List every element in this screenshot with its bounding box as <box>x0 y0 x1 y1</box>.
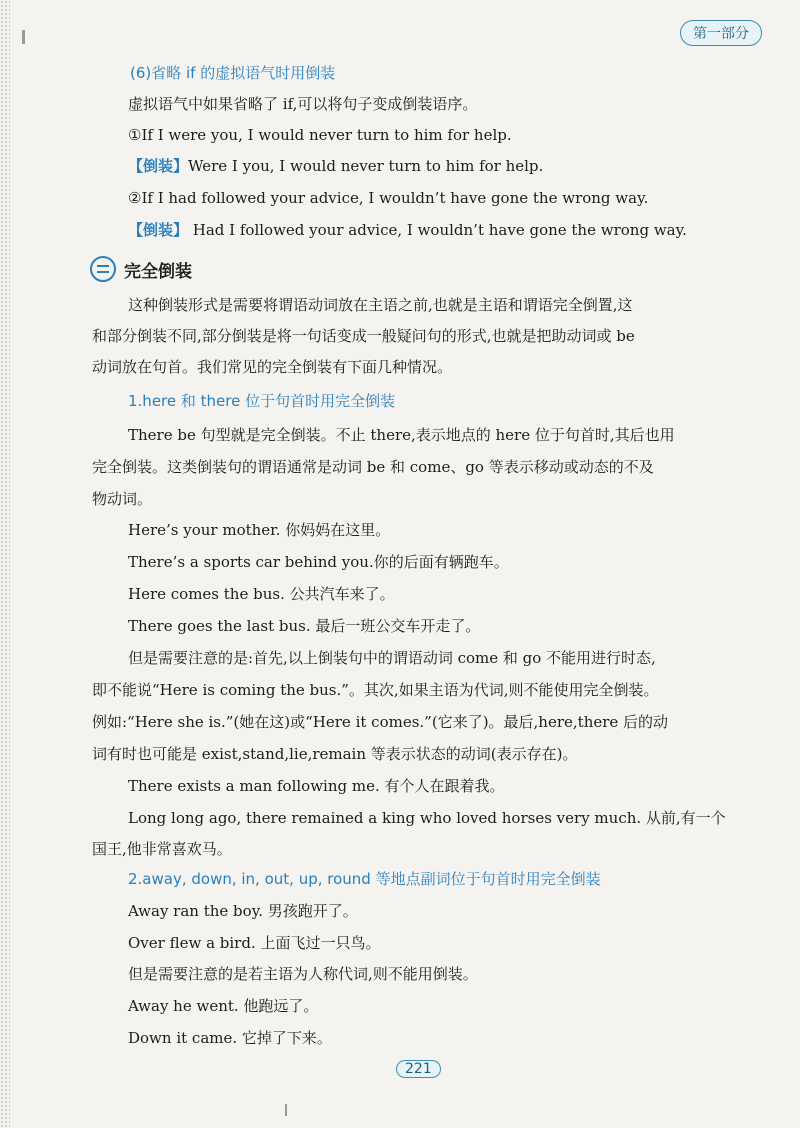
part-tag: 第一部分 <box>680 20 762 46</box>
example-line: There goes the last bus. 最后一班公交车开走了。 <box>128 617 481 635</box>
example-line: Away ran the boy. 男孩跑开了。 <box>128 902 358 920</box>
scan-mark <box>285 1104 287 1116</box>
scan-mark <box>22 30 25 44</box>
example-2: ②If I had followed your advice, I wouldn’t have gone the wrong way. <box>128 189 649 207</box>
inverted-text: Were I you, I would never turn to him for help. <box>188 157 544 175</box>
paragraph-line: 完全倒装。这类倒装句的谓语通常是动词 be 和 come、go 等表示移动或动态的不及 <box>92 458 654 476</box>
inverted-text: Had I followed your advice, I wouldn’t have gone the wrong way. <box>188 221 687 239</box>
example-1-inverted <box>128 155 543 177</box>
example-2-inverted <box>128 219 687 241</box>
paragraph-line: 和部分倒装不同,部分倒装是将一句话变成一般疑问句的形式,也就是把助动词或 be <box>92 327 635 345</box>
example-line: Here’s your mother. 你妈妈在这里。 <box>128 521 391 539</box>
section-heading <box>90 256 192 282</box>
example-line: Long long ago, there remained a king who loved horses very much. 从前,有一个 <box>128 809 726 827</box>
paragraph-line: 但是需要注意的是:首先,以上倒装句中的谓语动词 come 和 go 不能用进行时态, <box>128 649 656 667</box>
paragraph-line: There be 句型就是完全倒装。不止 there,表示地点的 here 位于句首时,其后也用 <box>128 426 675 444</box>
paragraph-line: 物动词。 <box>92 490 153 508</box>
example-line: Away he went. 他跑远了。 <box>128 997 319 1015</box>
paragraph-line: 但是需要注意的是若主语为人称代词,则不能用倒装。 <box>128 965 478 983</box>
section-heading-text: 完全倒装 <box>124 261 192 282</box>
paragraph-line: 例如:“Here she is.”(她在这)或“Here it comes.”(它来了)。最后,here,there 后的动 <box>92 713 669 731</box>
inversion-label: 【倒装】 <box>128 157 189 175</box>
paragraph-line: 即不能说“Here is coming the bus.”。其次,如果主语为代词,则不能使用完全倒装。 <box>92 681 659 699</box>
example-line: Here comes the bus. 公共汽车来了。 <box>128 585 395 603</box>
page-number: 221 <box>396 1060 441 1078</box>
example-line: There exists a man following me. 有个人在跟着我。 <box>128 777 505 795</box>
section-icon <box>90 256 116 282</box>
subheading-1: 1.here 和 there 位于句首时用完全倒装 <box>128 392 396 410</box>
inversion-label: 【倒装】 <box>128 221 189 239</box>
section6-title: (6)省略 if 的虚拟语气时用倒装 <box>130 64 336 82</box>
paragraph-line: 这种倒装形式是需要将谓语动词放在主语之前,也就是主语和谓语完全倒置,这 <box>128 296 633 314</box>
example-line: Down it came. 它掉了下来。 <box>128 1029 332 1047</box>
example-line: There’s a sports car behind you.你的后面有辆跑车。 <box>128 553 509 571</box>
example-line: Over flew a bird. 上面飞过一只鸟。 <box>128 934 381 952</box>
example-1: ①If I were you, I would never turn to him for help. <box>128 126 512 144</box>
example-line: 国王,他非常喜欢马。 <box>92 840 232 858</box>
page-edge-texture <box>0 0 10 1128</box>
paragraph-line: 词有时也可能是 exist,stand,lie,remain 等表示状态的动词(表示存在)。 <box>92 745 578 763</box>
paragraph-line: 动词放在句首。我们常见的完全倒装有下面几种情况。 <box>92 358 453 376</box>
subheading-2: 2.away, down, in, out, up, round 等地点副词位于句首时用完全倒装 <box>128 870 601 888</box>
section6-intro: 虚拟语气中如果省略了 if,可以将句子变成倒装语序。 <box>128 95 478 113</box>
